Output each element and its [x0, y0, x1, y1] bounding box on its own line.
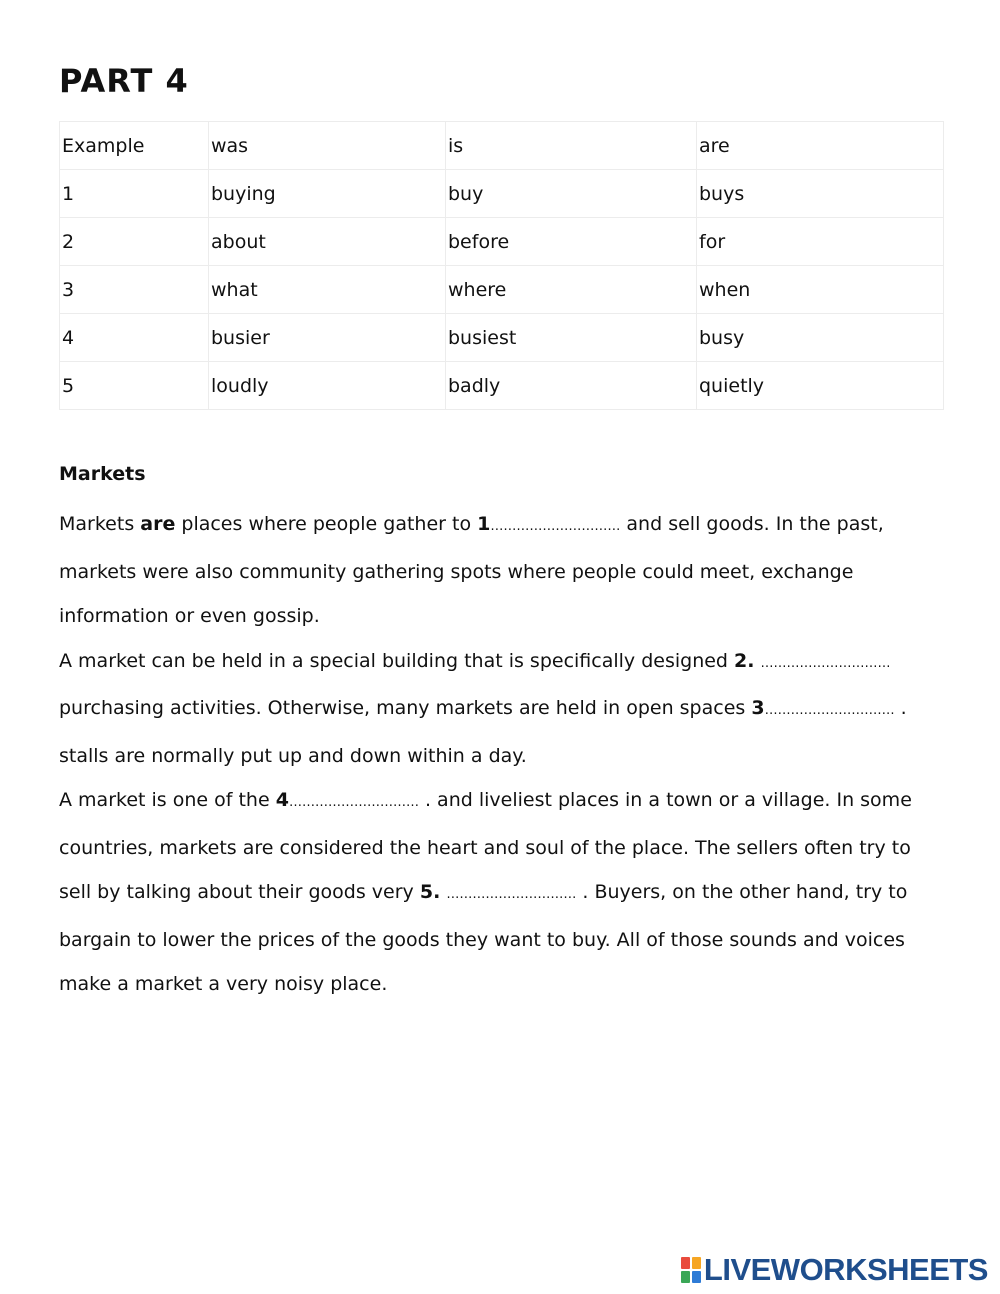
logo-square-orange: [692, 1257, 701, 1269]
gap-number-4: 4: [275, 789, 289, 811]
table-row: [60, 266, 944, 314]
paragraph-2: [59, 639, 944, 779]
option-cell: buying: [209, 170, 446, 218]
text: A market can be held in a special building that is specifically designed: [59, 649, 735, 672]
option-cell: quietly: [697, 362, 944, 410]
row-label-cell: 3: [60, 266, 209, 314]
paragraph-3: [59, 778, 944, 1007]
text: . and liveliest places in a town or a village. In some countries, markets are considered the heart and soul of the place. The sellers often try to sell by talking about their goods very: [59, 789, 912, 903]
gap-5-blank[interactable]: …………………………: [446, 887, 577, 902]
option-cell: loudly: [209, 362, 446, 410]
option-cell: busier: [209, 314, 446, 362]
option-cell: is: [446, 122, 697, 170]
option-cell: about: [209, 218, 446, 266]
gap-number-5: 5.: [419, 881, 441, 903]
option-cell: for: [697, 218, 944, 266]
gap-2-blank[interactable]: …………………………: [760, 655, 891, 671]
row-label-cell: 5: [60, 362, 209, 410]
text: . Buyers, on the other hand, try to bargain to lower the prices of the goods they want to buy. All of those sounds and voices make a market a very noisy place.: [59, 881, 908, 995]
gap-3-blank[interactable]: …………………………: [764, 703, 895, 718]
gap-number-2: 2.: [734, 649, 755, 672]
logo-square-red: [681, 1257, 690, 1269]
option-cell: when: [697, 266, 944, 314]
text: purchasing activities. Otherwise, many markets are held in open spaces: [59, 697, 752, 719]
row-label-cell: 2: [60, 218, 209, 266]
text: and sell goods. In the past, markets were also community gathering spots where people could meet, exchange information or even gossip.: [59, 513, 884, 627]
table-row: [60, 218, 944, 266]
gap-number-3: 3: [751, 697, 765, 719]
text: Markets: [59, 513, 141, 535]
option-cell: was: [209, 122, 446, 170]
table-row: [60, 362, 944, 410]
text: A market is one of the: [59, 789, 276, 811]
table-row: [60, 314, 944, 362]
text: . stalls are normally put up and down within a day.: [59, 697, 907, 767]
row-label-cell: 4: [60, 314, 209, 362]
logo-square-blue: [692, 1271, 701, 1283]
page-title: PART 4: [59, 62, 189, 100]
option-cell: what: [209, 266, 446, 314]
option-cell: where: [446, 266, 697, 314]
option-cell: buy: [446, 170, 697, 218]
row-label-cell: 1: [60, 170, 209, 218]
table-row: [60, 170, 944, 218]
option-cell: are: [697, 122, 944, 170]
option-cell: buys: [697, 170, 944, 218]
logo-text: LIVEWORKSHEETS: [703, 1252, 988, 1287]
paragraph-1: [59, 502, 944, 639]
passage: [59, 458, 944, 1007]
table-row: [60, 122, 944, 170]
text: places where people gather to: [175, 513, 478, 535]
option-cell: badly: [446, 362, 697, 410]
gap-1-blank[interactable]: …………………………: [490, 519, 621, 534]
gap-4-blank[interactable]: …………………………: [288, 795, 419, 810]
example-word: are: [140, 513, 176, 535]
option-cell: before: [446, 218, 697, 266]
row-label-cell: Example: [60, 122, 209, 170]
passage-heading: Markets: [59, 463, 146, 485]
logo-mark-icon: [681, 1257, 701, 1283]
option-cell: busiest: [446, 314, 697, 362]
liveworksheets-logo: [681, 1252, 988, 1288]
option-cell: busy: [697, 314, 944, 362]
options-table: [59, 121, 944, 410]
gap-number-1: 1: [477, 513, 491, 535]
logo-square-green: [681, 1271, 690, 1283]
